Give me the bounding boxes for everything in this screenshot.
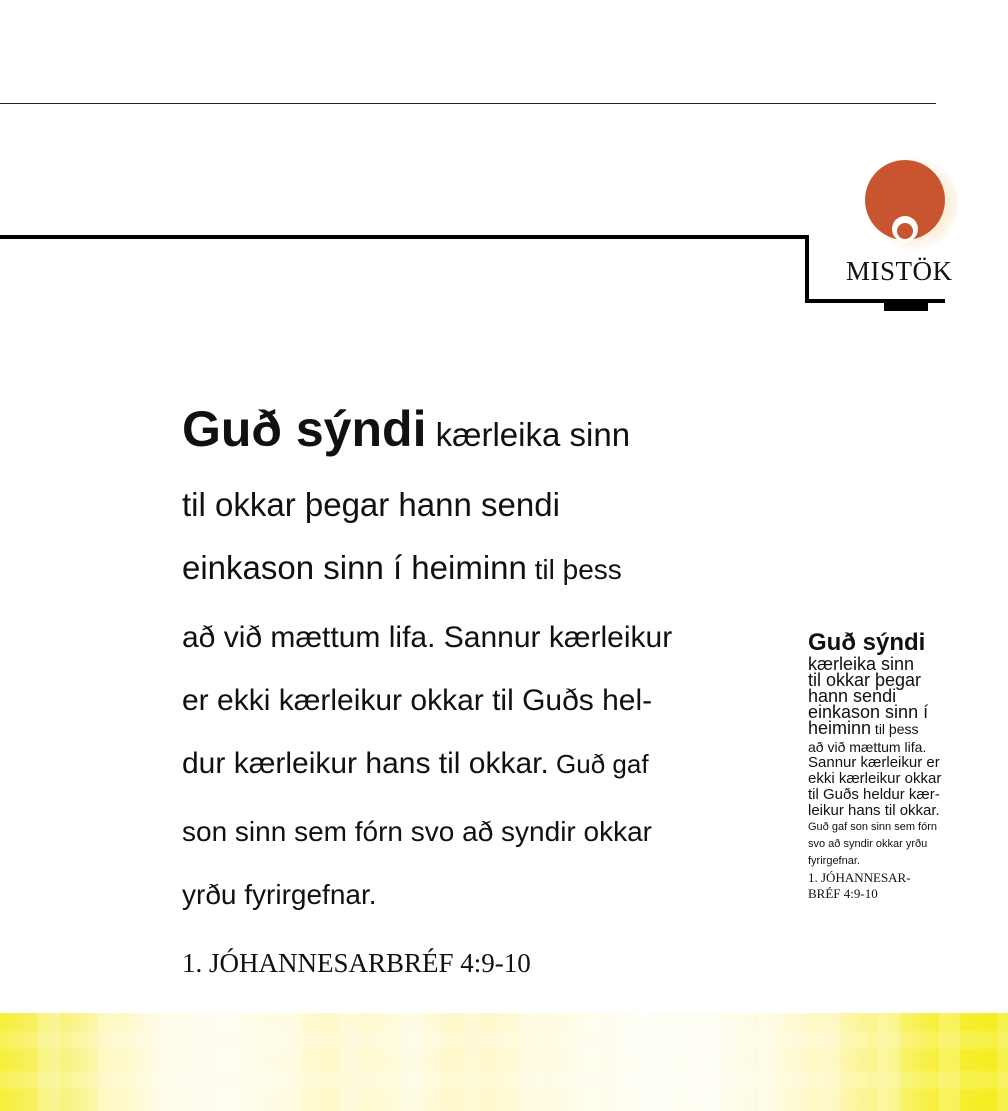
sidebar-line: til Guðs heldur kær- bbox=[808, 786, 940, 803]
sidebar-line: kærleika sinn bbox=[808, 654, 915, 674]
passage-line: yrðu fyrirgefnar. bbox=[182, 879, 377, 910]
section-bracket-line bbox=[0, 235, 808, 239]
passage-line: einkason sinn í heiminn til þess bbox=[182, 549, 622, 586]
sidebar-line: hann sendi bbox=[808, 686, 897, 706]
passage-lead: Guð sýndi bbox=[182, 401, 427, 457]
sidebar-line: einkason sinn í bbox=[808, 702, 929, 722]
passage-line: að við mættum lifa. Sannur kærleikur bbox=[182, 621, 673, 654]
passage-line: til okkar þegar hann sendi bbox=[182, 486, 560, 523]
sidebar-line: ekki kærleikur okkar bbox=[808, 770, 942, 787]
section-label: MISTÖK bbox=[846, 256, 953, 286]
sidebar-line: Sannur kærleikur er bbox=[808, 754, 940, 771]
sidebar-line: Guð sýndi bbox=[808, 629, 926, 656]
sidebar-line: að við mættum lifa. bbox=[808, 739, 927, 755]
sidebar-line: leikur hans til okkar. bbox=[808, 802, 940, 819]
sidebar-line: til okkar þegar bbox=[808, 670, 922, 690]
sidebar-line: fyrirgefnar. bbox=[808, 855, 860, 867]
passage-line: Guð sýndi kærleika sinn bbox=[182, 401, 631, 457]
decorative-band-mosaic bbox=[0, 1013, 1008, 1111]
top-divider bbox=[0, 103, 936, 104]
sidebar-line: heiminn til þess bbox=[808, 718, 919, 738]
passage-line: er ekki kærleikur okkar til Guðs hel- bbox=[182, 684, 653, 717]
scripture-reference: 1. JÓHANNESARBRÉF 4:9-10 bbox=[182, 948, 531, 978]
sidebar-reference: BRÉF 4:9-10 bbox=[808, 886, 878, 901]
section-logo-icon bbox=[852, 156, 962, 260]
sidebar-line: Guð gaf son sinn sem fórn bbox=[808, 821, 938, 833]
sidebar-line: svo að syndir okkar yrðu bbox=[808, 838, 928, 850]
passage-line: son sinn sem fórn svo að syndir okkar bbox=[182, 816, 652, 847]
passage-line: dur kærleikur hans til okkar. Guð gaf bbox=[182, 747, 649, 780]
section-bracket-tab bbox=[884, 299, 928, 311]
scripture-passage bbox=[182, 398, 782, 926]
section-bracket-vertical bbox=[805, 235, 809, 303]
sidebar-reference: 1. JÓHANNESAR- bbox=[808, 870, 911, 885]
sidebar-summary bbox=[808, 630, 1008, 902]
